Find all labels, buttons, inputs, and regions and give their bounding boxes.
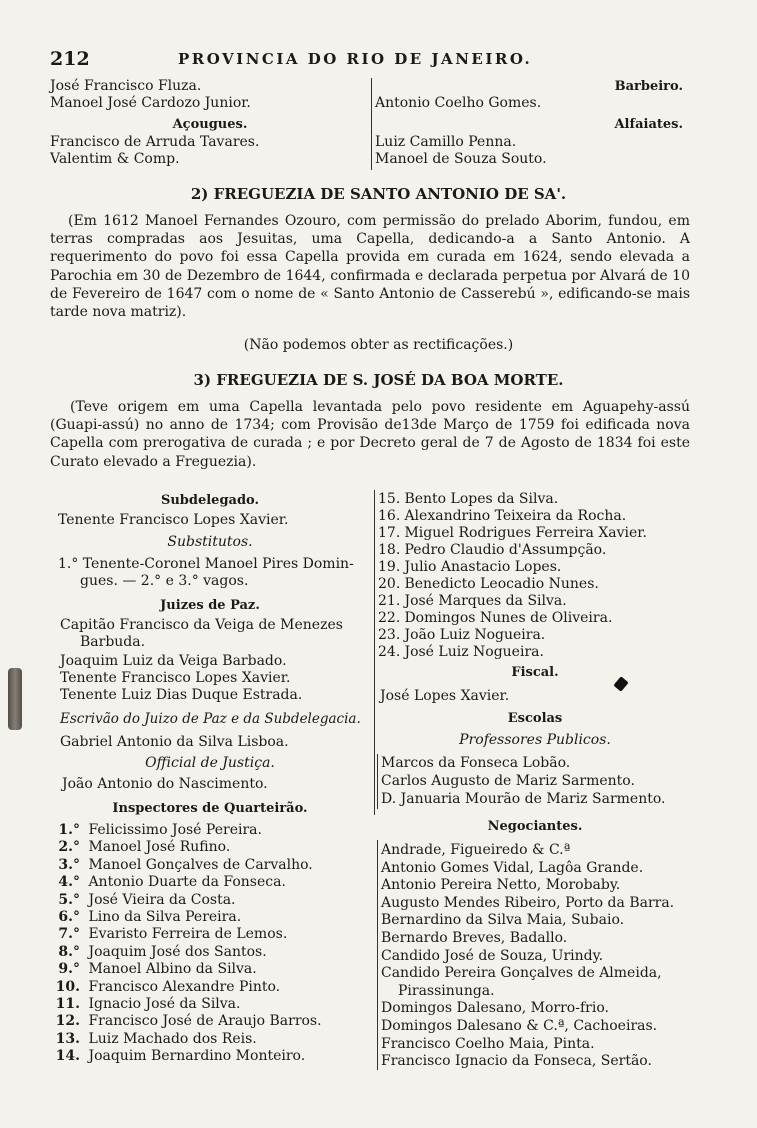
column-divider	[377, 840, 378, 1070]
subdelegado-heading: Subdelegado.	[160, 493, 260, 508]
escrivao-name: Gabriel Antonio da Silva Lisboa.	[60, 734, 289, 750]
inspector-number: 2.°	[58, 839, 80, 856]
inspector-name: Manoel José Rufino.	[84, 839, 231, 856]
inspector-row	[46, 909, 241, 926]
column-divider	[374, 490, 375, 815]
juiz-line: Barbuda.	[80, 634, 146, 650]
inspector-row	[46, 857, 313, 874]
inspector-row	[378, 491, 558, 508]
inspector-number: 12.	[55, 1013, 80, 1030]
official-heading: Official de Justiça.	[145, 755, 275, 771]
inspector-row	[378, 593, 567, 610]
inspector-name: Lino da Silva Pereira.	[84, 909, 242, 925]
inspector-number: 20.	[378, 576, 401, 592]
running-title: PROVINCIA DO RIO DE JANEIRO.	[178, 50, 533, 68]
top-right-line: Antonio Coelho Gomes.	[375, 95, 542, 111]
inspector-row	[378, 627, 545, 644]
fiscal-heading: Fiscal.	[511, 665, 559, 680]
inspector-name: Joaquim Bernardino Monteiro.	[84, 1048, 306, 1065]
inspector-name: João Luiz Nogueira.	[400, 627, 546, 643]
escolas-heading: Escolas	[507, 711, 563, 726]
escrivao-heading: Escrivão do Juizo de Paz e da Subdelegacia.	[60, 711, 361, 727]
inspector-row	[46, 822, 262, 839]
top-left-line: Francisco de Arruda Tavares.	[50, 134, 260, 150]
inspector-name: José Vieira da Costa.	[84, 891, 236, 908]
juiz-line: Joaquim Luiz da Veiga Barbado.	[60, 653, 287, 669]
substitutos-heading: Substitutos.	[167, 534, 253, 550]
top-right-line: Manoel de Souza Souto.	[375, 151, 547, 167]
inspector-row	[378, 610, 612, 627]
inspector-name: Pedro Claudio d'Assumpção.	[400, 542, 607, 558]
juiz-line: Tenente Francisco Lopes Xavier.	[60, 670, 291, 686]
negociante-line: Francisco Ignacio da Fonseca, Sertão.	[381, 1053, 652, 1070]
professor-line: Marcos da Fonseca Lobão.	[381, 755, 571, 771]
section-2-note: (Não podemos obter as rectificações.)	[243, 337, 514, 353]
top-left-line: Valentim & Comp.	[50, 151, 180, 167]
official-name: João Antonio do Nascimento.	[62, 776, 268, 792]
inspector-name: Bento Lopes da Silva.	[400, 491, 559, 507]
inspector-row	[378, 525, 647, 542]
negociante-line: Candido José de Souza, Urindy.	[381, 947, 604, 964]
subdelegado-name: Tenente Francisco Lopes Xavier.	[58, 512, 289, 528]
alfaiates-heading: Alfaiates.	[614, 117, 683, 132]
inspector-row	[46, 1013, 322, 1030]
inspectores-heading: Inspectores de Quarteirão.	[112, 801, 308, 816]
inspector-name: Joaquim José dos Santos.	[84, 943, 267, 960]
inspector-number: 15.	[378, 491, 401, 507]
inspector-row	[378, 576, 599, 593]
substitutos-line: 1.° Tenente-Coronel Manoel Pires Domin-	[58, 556, 354, 572]
inspector-name: Benedicto Leocadio Nunes.	[400, 576, 599, 592]
page-number: 212	[50, 48, 90, 70]
inspector-row	[378, 644, 544, 661]
inspector-number: 5.°	[58, 891, 80, 908]
negociante-line: Candido Pereira Gonçalves de Almeida,	[381, 965, 662, 982]
inspector-number: 7.°	[58, 926, 80, 943]
juizes-heading: Juizes de Paz.	[160, 598, 260, 613]
inspector-number: 8.°	[58, 943, 80, 960]
inspector-row	[46, 996, 240, 1013]
inspector-number: 21.	[378, 593, 401, 609]
inspector-row	[46, 979, 280, 996]
inspector-name: Alexandrino Teixeira da Rocha.	[400, 508, 627, 524]
negociantes-heading: Negociantes.	[487, 819, 583, 834]
inspector-number: 17.	[378, 525, 401, 541]
top-left-line: José Francisco Fluza.	[50, 78, 202, 94]
inspector-row	[378, 508, 626, 525]
inspector-row	[46, 1048, 305, 1065]
inspector-name: Manoel Albino da Silva.	[84, 961, 257, 978]
inspector-name: Miguel Rodrigues Ferreira Xavier.	[400, 525, 647, 541]
inspector-name: Francisco Alexandre Pinto.	[84, 978, 281, 995]
inspector-name: Felicissimo José Pereira.	[84, 822, 262, 838]
negociante-line: Augusto Mendes Ribeiro, Porto da Barra.	[381, 894, 675, 911]
inspector-row	[46, 1031, 257, 1048]
inspector-number: 4.°	[58, 874, 80, 891]
inspector-number: 1.°	[58, 822, 80, 838]
negociante-line: Domingos Dalesano & C.ª, Cachoeiras.	[381, 1018, 658, 1034]
inspector-name: Francisco José de Araujo Barros.	[84, 1013, 322, 1030]
substitutos-line: gues. — 2.° e 3.° vagos.	[80, 573, 249, 589]
inspector-name: Antonio Duarte da Fonseca.	[84, 874, 286, 891]
negociante-line: Pirassinunga.	[398, 982, 495, 999]
professores-heading: Professores Publicos.	[459, 732, 611, 748]
inspector-name: José Luiz Nogueira.	[400, 644, 544, 660]
inspector-number: 13.	[55, 1030, 80, 1047]
inspector-number: 23.	[378, 627, 401, 643]
negociante-line: Bernardino da Silva Maia, Subaio.	[381, 912, 625, 929]
page-edge-stain	[8, 668, 22, 730]
inspector-name: Evaristo Ferreira de Lemos.	[84, 926, 288, 943]
inspector-row	[46, 944, 267, 961]
negociante-line: Francisco Coelho Maia, Pinta.	[381, 1035, 595, 1052]
inspector-row	[46, 874, 286, 891]
section-3-paragraph: (Teve origem em uma Capella levantada pelo povo residente em Aguapehy-assú (Guapi-assú) no anno de 1734; com Provisão de13de Março de 1759 foi edificada nova Capella com prerogativa de curada ; e por Decreto geral de 7 de Agosto de 1834 foi este Curato elevado a Freguezia).	[50, 399, 690, 470]
column-divider	[377, 754, 378, 809]
inspector-number: 6.°	[58, 909, 80, 925]
inspector-name: Domingos Nunes de Oliveira.	[400, 610, 613, 626]
fiscal-name: José Lopes Xavier.	[380, 688, 510, 704]
inspector-name: Luiz Machado dos Reis.	[84, 1030, 257, 1047]
negociante-line: Antonio Pereira Netto, Morobaby.	[381, 877, 621, 894]
juiz-line: Capitão Francisco da Veiga de Menezes	[60, 617, 343, 633]
negociante-line: Andrade, Figueiredo & C.ª	[381, 842, 571, 858]
juiz-line: Tenente Luiz Dias Duque Estrada.	[60, 687, 303, 703]
acougues-heading: Açougues.	[172, 117, 248, 132]
inspector-number: 24.	[378, 644, 401, 660]
inspector-number: 3.°	[58, 856, 80, 873]
inspector-row	[378, 542, 606, 559]
inspector-row	[46, 892, 236, 909]
inspector-row	[46, 926, 287, 943]
inspector-number: 10.	[55, 978, 80, 995]
section-3-title: 3) FREGUEZIA DE S. JOSÉ DA BOA MORTE.	[193, 371, 564, 389]
inspector-number: 16.	[378, 508, 401, 524]
inspector-number: 9.°	[58, 961, 80, 978]
top-right-line: Luiz Camillo Penna.	[375, 134, 517, 150]
inspector-name: José Marques da Silva.	[400, 593, 567, 609]
inspector-number: 18.	[378, 542, 401, 558]
negociante-line: Antonio Gomes Vidal, Lagôa Grande.	[381, 859, 644, 876]
column-divider	[371, 78, 372, 170]
inspector-row	[378, 559, 561, 576]
inspector-number: 11.	[55, 996, 80, 1012]
negociante-line: Domingos Dalesano, Morro-frio.	[381, 1000, 609, 1017]
inspector-name: Ignacio José da Silva.	[84, 996, 241, 1012]
inspector-row	[46, 839, 230, 856]
inspector-row	[46, 961, 257, 978]
negociante-line: Bernardo Breves, Badallo.	[381, 930, 568, 946]
inspector-name: Manoel Gonçalves de Carvalho.	[84, 856, 313, 873]
professor-line: D. Januaria Mourão de Mariz Sarmento.	[381, 791, 666, 807]
inspector-name: Julio Anastacio Lopes.	[400, 559, 562, 575]
section-2-paragraph: (Em 1612 Manoel Fernandes Ozouro, com permissão do prelado Aborim, fundou, em terras compradas aos Jesuitas, uma Capella, dedicando-a a Santo Antonio. A requerimento do povo foi essa Capella provida em curada em 1624, sendo elevada a Parochia em 30 de Dezembro de 1644, confirmada e declarada perpetua por Alvará de 10 de Fevereiro de 1647 com o nome de « Santo Antonio de Casserebú », edificando-se mais tarde nova matriz).	[50, 213, 690, 321]
barbeiro-heading: Barbeiro.	[614, 79, 683, 94]
top-left-line: Manoel José Cardozo Junior.	[50, 95, 251, 111]
section-2-title: 2) FREGUEZIA DE SANTO ANTONIO DE SA'.	[190, 185, 567, 203]
inspector-number: 19.	[378, 559, 401, 575]
inspector-number: 22.	[378, 610, 401, 626]
professor-line: Carlos Augusto de Mariz Sarmento.	[381, 773, 635, 789]
inspector-number: 14.	[55, 1048, 80, 1065]
